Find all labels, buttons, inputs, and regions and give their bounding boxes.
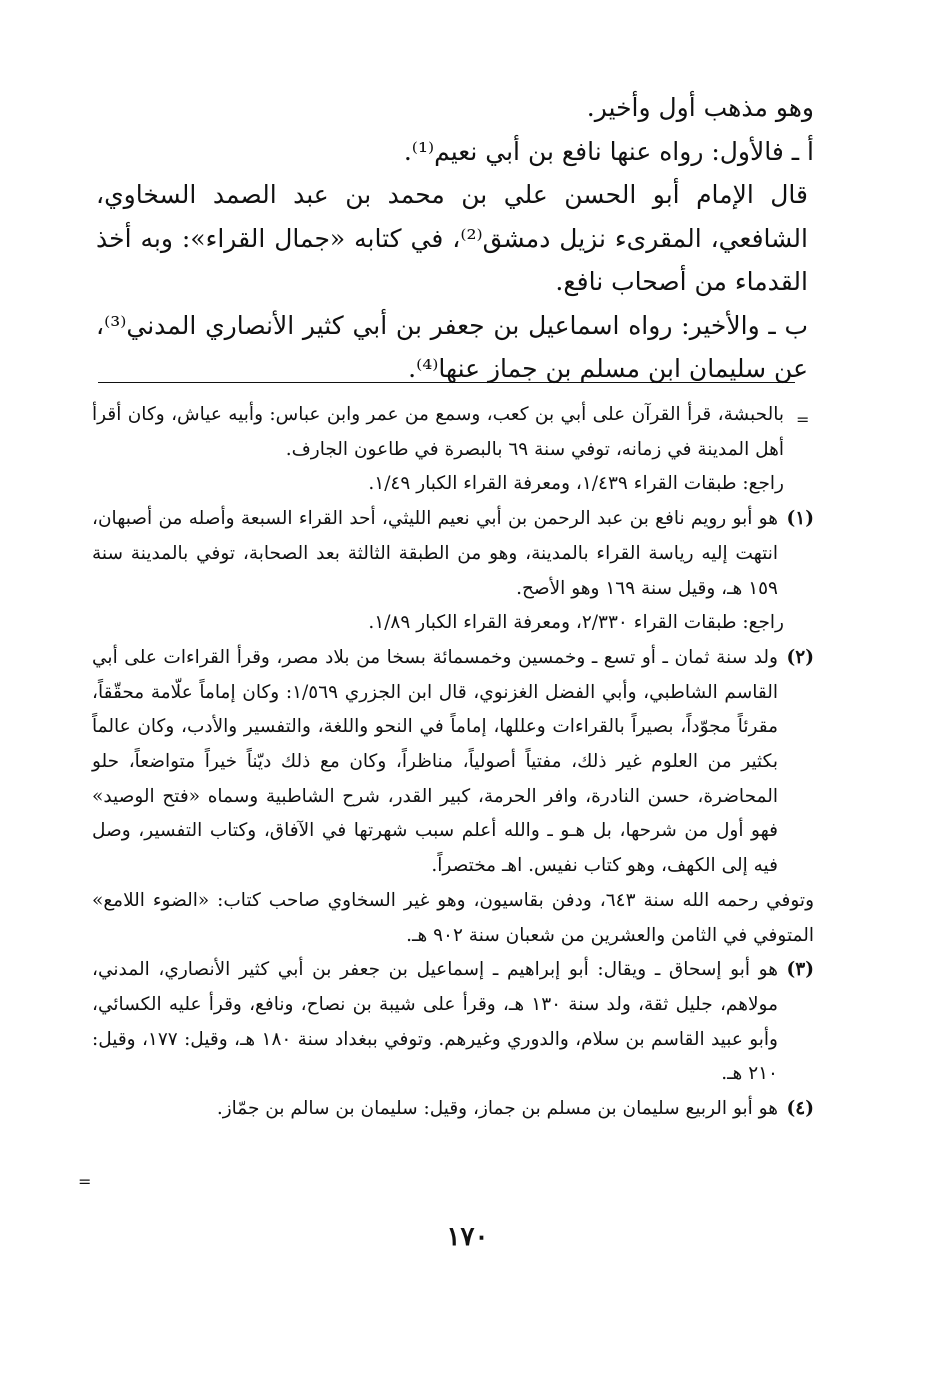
footnote-2-continuation: وتوفي رحمه الله سنة ٦٤٣، ودفن بقاسيون، وهو غير السخاوي صاحب كتاب: «الضوء اللامع» المتوفي في الثامن والعشرين من شعبان سنة ٩٠٢ هـ. <box>92 889 814 946</box>
footnotes <box>92 398 814 1127</box>
main-paragraph-3: قال الإمام أبو الحسن علي بن محمد بن عبد الصمد السخاوي، الشافعي، المقرىء نزيل دمشق⁽²⁾، في كتابه «جمال القراء»: وبه أخذ القدماء من أصحاب نافع. <box>96 180 808 296</box>
footnote-1-text: هو أبو رويم نافع بن عبد الرحمن بن أبي نعيم الليثي، أحد القراء السبعة وأصله من أصبهان، انتهت إليه رياسة القراء بالمدينة، وهو من الطبقة الثالثة بعد الصحابة، توفي بالمدينة سنة ١٥٩ هـ، وقيل سنة ١٦٩ وهو الأصح. <box>92 508 778 599</box>
page-number: ١٧٠ <box>446 1222 489 1252</box>
main-paragraph-4: ب ـ والأخير: رواه اسماعيل بن جعفر بن أبي كثير الأنصاري المدني⁽³⁾، عن سليمان ابن مسلم بن جماز عنها⁽⁴⁾. <box>96 310 808 383</box>
continuation-mark-top: = <box>796 410 810 429</box>
footnote-separator <box>98 382 795 383</box>
footnote-1-reference: راجع: طبقات القراء ٢/٣٣٠، ومعرفة القراء الكبار ١/٨٩. <box>368 612 784 634</box>
footnote-1-number: (١) <box>786 508 814 530</box>
main-paragraph-2: أ ـ فالأول: رواه عنها نافع بن أبي نعيم⁽¹⁾. <box>403 136 814 166</box>
footnote-2 <box>92 641 814 884</box>
main-text <box>96 86 814 391</box>
footnote-3-number: (٣) <box>786 959 814 981</box>
footnote-3 <box>92 953 814 1092</box>
footnote-2-text: ولد سنة ثمان ـ أو تسع ـ وخمسين وخمسمائة بسخا من بلاد مصر، وقرأ القراءات على أبي القاسم الشاطبي، وأبي الفضل الغزنوي، قال ابن الجزري ١/٥٦٩: وكان إماماً علّامة محقّقاً، مقرئاً مجوّداً، بصيراً بالقراءات وعللها، إماماً في النحو واللغة، والتفسير والأدب، وكان عالماً بكثير من العلوم غير ذلك، مفتياً أصولياً، مناظراً، وكان مع ذلك ديّناً خيراً متواضعاً، حلو المحاضرة، حسن النادرة، وافر الحرمة، كبير القدر، شرح الشاطبية وسماه «فتح الوصيد» فهو أول من شرحها، بل هـو ـ والله أعلم سبب شهرتها في الآفاق، وكتاب التفسير، وصل فيه إلى الكهف، وهو كتاب نفيس. اهـ مختصراً. <box>92 646 778 877</box>
footnote-4-number: (٤) <box>786 1098 814 1120</box>
footnote-3-text: هو أبو إسحاق ـ ويقال: أبو إبراهيم ـ إسماعيل بن جعفر بن أبي كثير الأنصاري، المدني، مولاهم، جليل ثقة، ولد سنة ١٣٠ هـ، وقرأ على شيبة بن نصاح، ونافع، وقرأ عليه الكسائي، وأبو عبيد القاسم بن سلام، والدوري وغيرهم. وتوفي ببغداد سنة ١٨٠ هـ، وقيل: ١٧٧، وقيل: ٢١٠ هـ. <box>92 959 778 1085</box>
continuation-mark-bottom: = <box>78 1172 92 1191</box>
footnote-2-number: (٢) <box>786 646 814 668</box>
footnote-4-text: هو أبو الربيع سليمان بن مسلم بن جماز، وقيل: سليمان بن سالم بن جمّاز. <box>216 1098 778 1120</box>
main-paragraph-1: وهو مذهب أول وأخير. <box>586 93 814 122</box>
footnote-continuation-text: بالحبشة، قرأ القرآن على أبي بن كعب، وسمع من عمر وابن عباس: وأبيه عياش، وكان أقرأ أهل المدينة في زمانه، توفي سنة ٦٩ بالبصرة في طاعون الجارف. <box>92 404 784 460</box>
footnote-4 <box>92 1092 814 1127</box>
footnote-1 <box>92 502 814 606</box>
footnote-continuation-reference: راجع: طبقات القراء ١/٤٣٩، ومعرفة القراء الكبار ١/٤٩. <box>368 473 784 495</box>
